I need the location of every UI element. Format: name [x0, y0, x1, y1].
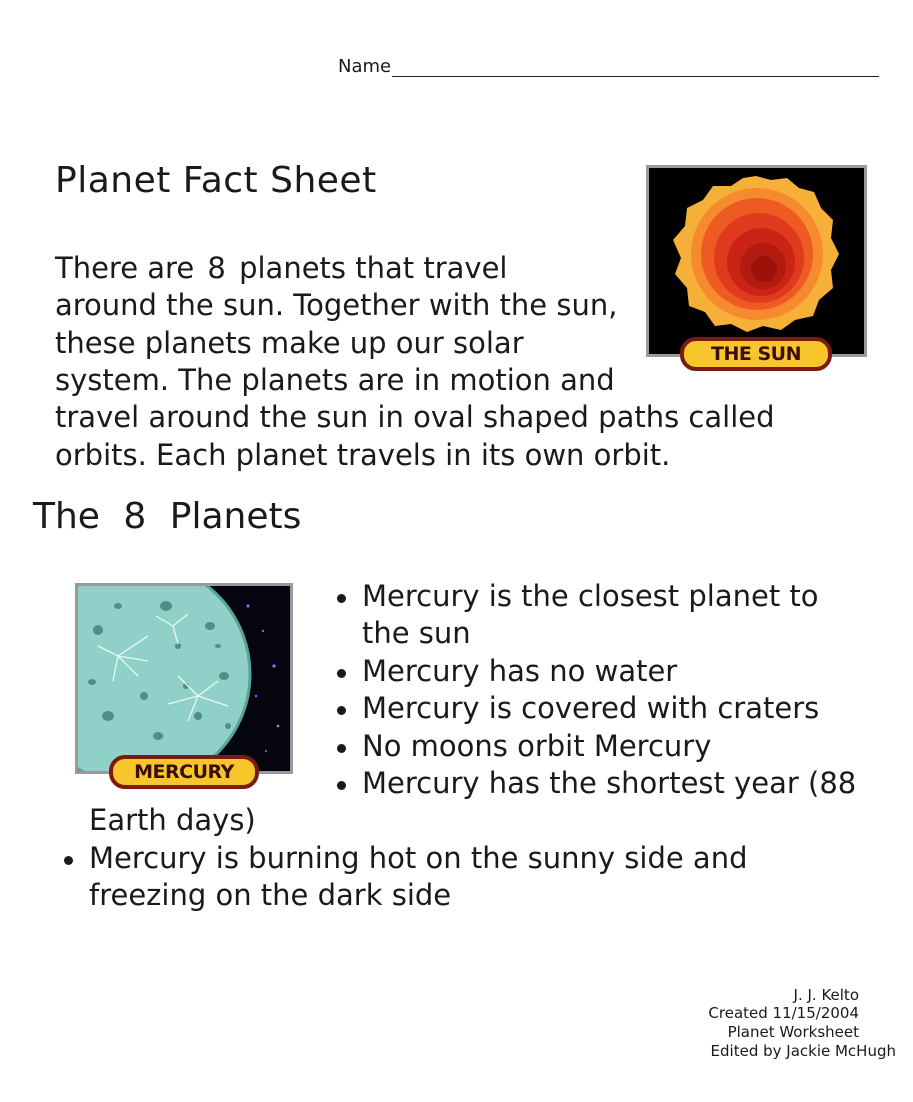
list-item-continued: freezing on the dark side [89, 878, 452, 912]
credit-document: Planet Worksheet [727, 1023, 859, 1041]
sun-icon [649, 168, 864, 354]
bullet-icon [337, 669, 346, 678]
credit-editor: Edited by Jackie McHugh [710, 1042, 896, 1060]
list-item: Mercury is the closest planet to [362, 579, 819, 613]
mercury-image [75, 583, 293, 774]
bullet-icon [337, 706, 346, 715]
credit-created: Created 11/15/2004 [708, 1004, 859, 1022]
list-item: Mercury has the shortest year (88 [362, 766, 857, 800]
intro-line-6: orbits. Each planet travels in its own orbit. [55, 438, 671, 472]
mercury-label: MERCURY [109, 755, 259, 789]
mercury-planet-icon [78, 586, 290, 771]
intro-line-3: these planets make up our solar [55, 326, 524, 360]
heading-text: The [33, 496, 100, 537]
intro-line-4: system. The planets are in motion and [55, 363, 615, 397]
bullet-icon [337, 744, 346, 753]
sun-image [646, 165, 867, 357]
heading-text: Planets [169, 496, 302, 537]
intro-line-1 [55, 250, 507, 287]
name-field[interactable] [338, 56, 879, 77]
section-heading [33, 496, 301, 537]
planet-count: 8 [123, 496, 147, 537]
list-item: Mercury is covered with craters [362, 691, 820, 725]
planet-count: 8 [207, 251, 226, 285]
list-item: Mercury is burning hot on the sunny side and [89, 841, 748, 875]
credit-author: J. J. Kelto [793, 986, 859, 1004]
page-title: Planet Fact Sheet [55, 160, 377, 201]
bullet-icon [337, 781, 346, 790]
list-item-continued: the sun [362, 616, 471, 650]
list-item-continued: Earth days) [89, 803, 256, 837]
intro-text: There are [55, 251, 195, 285]
intro-line-2: around the sun. Together with the sun, [55, 288, 618, 322]
bullet-icon [337, 594, 346, 603]
intro-line-5: travel around the sun in oval shaped paths called [55, 400, 775, 434]
name-blank-line[interactable] [392, 58, 879, 77]
sun-label: THE SUN [680, 337, 832, 371]
intro-text: planets that travel [239, 251, 508, 285]
list-item: Mercury has no water [362, 654, 678, 688]
name-label: Name [338, 56, 392, 77]
bullet-icon [64, 856, 73, 865]
list-item: No moons orbit Mercury [362, 729, 712, 763]
